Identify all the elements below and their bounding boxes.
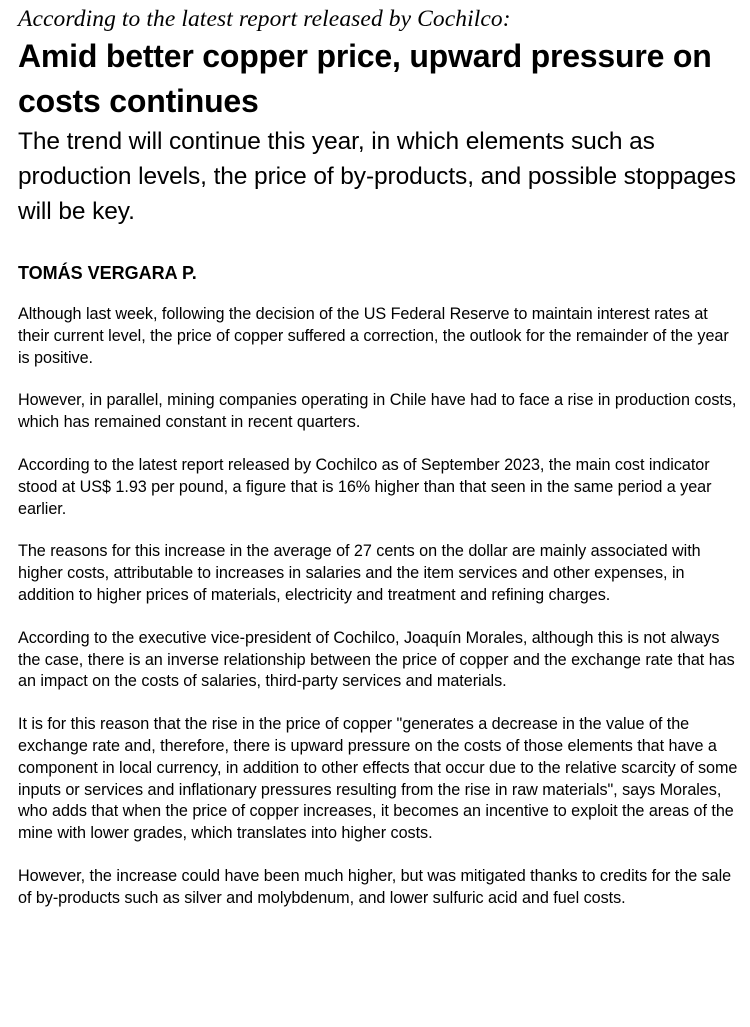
- article-byline: TOMÁS VERGARA P.: [18, 263, 197, 283]
- body-paragraph-2: However, in parallel, mining companies operating in Chile have had to face a rise in production costs, which has remained constant in recent quarters.: [18, 391, 737, 432]
- article-kicker: According to the latest report released by Cochilco:: [18, 6, 511, 32]
- body-paragraph-3: According to the latest report released by Cochilco as of September 2023, the main cost indicator stood at US$ 1.93 per pound, a figure that is 16% higher than that seen in the same period a year earlier.: [18, 455, 712, 518]
- body-paragraph-1: Although last week, following the decision of the US Federal Reserve to maintain interest rates at their current level, the price of copper suffered a correction, the outlook for the remainder of the year is positive.: [18, 305, 729, 367]
- body-paragraph-6: It is for this reason that the rise in the price of copper "generates a decrease in the value of the exchange rate and, therefore, there is upward pressure on the costs of those elements that have a component in local currency, in addition to other effects that occur due to the relative scarcity of some inputs or services and inflationary pressures resulting from the rise in raw materials", says Morales, who adds that when the price of copper increases, it becomes an incentive to exploit the areas of the mine with lower grades, which translates into higher costs.: [18, 715, 738, 843]
- body-paragraph-4: The reasons for this increase in the average of 27 cents on the dollar are mainly associated with higher costs, attributable to increases in salaries and the item services and other expenses, in addition to higher prices of materials, electricity and treatment and refining charges.: [18, 542, 701, 604]
- article-body: [18, 304, 740, 910]
- article-subheadline: The trend will continue this year, in which elements such as production levels, the price of by-products, and possible stoppages will be key.: [18, 128, 736, 225]
- body-paragraph-7: However, the increase could have been much higher, but was mitigated thanks to credits for the sale of by-products such as silver and molybdenum, and lower sulfuric acid and fuel costs.: [18, 866, 732, 907]
- body-paragraph-5: According to the executive vice-president of Cochilco, Joaquín Morales, although this is not always the case, there is an inverse relationship between the price of copper and the exchange rate that has an impact on the costs of salaries, third-party services and materials.: [18, 628, 735, 691]
- article-headline: Amid better copper price, upward pressure on costs continues: [18, 38, 712, 119]
